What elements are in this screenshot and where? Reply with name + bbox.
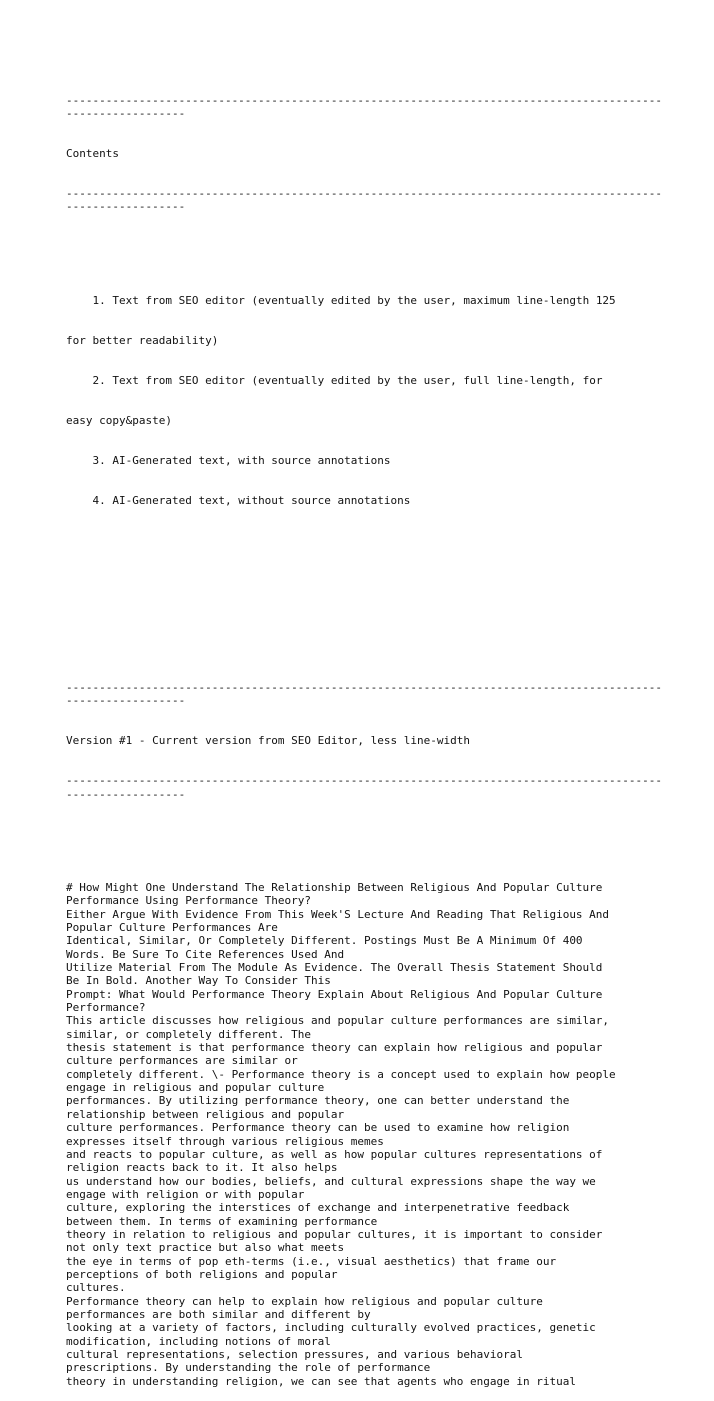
blank-line (66, 627, 666, 640)
body-text-line: Utilize Material From The Module As Evidence. The Overall Thesis Statement Should (66, 961, 603, 975)
body-text-line: Performance? (66, 1001, 146, 1015)
contents-item: 4. AI-Generated text, without source annotations (66, 494, 411, 507)
body-text-line: cultural representations, selection pressures, and various behavioral (66, 1348, 523, 1361)
body-text-line: and reacts to popular culture, as well as how popular cultures representations of (66, 1147, 603, 1161)
divider-line: ------------------------------------------------------------------------------------------------------------ (66, 93, 663, 121)
body-text-line: Be In Bold. Another Way To Consider This (66, 974, 331, 988)
divider-line: ------------------------------------------------------------------------------------------------------------ (66, 680, 663, 708)
body-text-line: modification, including notions of moral (66, 1334, 331, 1348)
contents-item: for better readability) (66, 333, 219, 347)
body-text-line: Prompt: What Would Performance Theory Explain About Religious And Popular Culture (66, 987, 603, 1001)
body-text-line: culture performances. Performance theory can be used to examine how religion (66, 1121, 570, 1135)
body-text-line: not only text practice but also what meets (66, 1241, 345, 1255)
body-text-line: relationship between religious and popular (66, 1107, 345, 1121)
body-text-line: Performance Using Performance Theory? (66, 894, 312, 908)
body-text-line: perceptions of both religions and popular (66, 1267, 338, 1281)
divider-line: ------------------------------------------------------------------------------------------------------------ (66, 774, 663, 801)
document-page (66, 67, 666, 1401)
body-text-line: us understand how our bodies, beliefs, and cultural expressions shape the way we (66, 1174, 596, 1188)
body-text-line: engage in religious and popular culture (66, 1081, 325, 1095)
contents-item: 1. Text from SEO editor (eventually edited by the user, maximum line-length 125 (66, 293, 616, 307)
body-text-line: Words. Be Sure To Cite References Used And (66, 947, 345, 961)
body-text-line: religion reacts back to it. It also helps (66, 1161, 338, 1175)
contents-item: easy copy&paste) (66, 413, 172, 427)
body-text-line: This article discusses how religious and popular culture performances are similar, (66, 1014, 610, 1028)
body-text (66, 881, 666, 1388)
body-text-line: prescriptions. By understanding the role of performance (66, 1361, 431, 1375)
body-text-line: engage with religion or with popular (66, 1187, 305, 1201)
body-text-line: culture performances are similar or (66, 1054, 298, 1068)
body-text-line: # How Might One Understand The Relationship Between Religious And Popular Culture (66, 880, 603, 894)
body-text-line: between them. In terms of examining performance (66, 1214, 378, 1228)
body-text-line: the eye in terms of pop eth-terms (i.e., visual aesthetics) that frame our (66, 1254, 557, 1268)
blank-line (66, 587, 666, 600)
divider-line: ------------------------------------------------------------------------------------------------------------ (66, 187, 663, 214)
blank-line (66, 547, 666, 560)
body-text-line: similar, or completely different. The (66, 1027, 312, 1041)
blank-line (66, 828, 666, 841)
body-text-line: looking at a variety of factors, including culturally evolved practices, genetic (66, 1321, 596, 1335)
body-text-line: culture, exploring the interstices of exchange and interpenetrative feedback (66, 1201, 570, 1215)
body-text-line: theory in understanding religion, we can see that agents who engage in ritual (66, 1374, 576, 1388)
body-text-line: Either Argue With Evidence From This Week'S Lecture And Reading That Religious And (66, 907, 610, 921)
body-text-line: performances are both similar and different by (66, 1307, 371, 1321)
body-text-line: theory in relation to religious and popular cultures, it is important to consider (66, 1227, 603, 1241)
body-text-line: performances. By utilizing performance theory, one can better understand the (66, 1094, 570, 1108)
body-text-line: cultures. (66, 1281, 126, 1295)
body-text-line: Popular Culture Performances Are (66, 921, 278, 934)
version-heading: Version #1 - Current version from SEO Editor, less line-width (66, 734, 470, 748)
body-text-line: expresses itself through various religious memes (66, 1134, 384, 1148)
contents-item: 3. AI-Generated text, with source annotations (66, 453, 391, 467)
body-text-line: Identical, Similar, Or Completely Different. Postings Must Be A Minimum Of 400 (66, 934, 583, 948)
blank-line (66, 240, 666, 253)
body-text-line: completely different. \- Performance theory is a concept used to explain how people (66, 1067, 616, 1081)
body-text-line: thesis statement is that performance theory can explain how religious and popular (66, 1041, 603, 1055)
contents-heading: Contents (66, 147, 119, 161)
contents-item: 2. Text from SEO editor (eventually edited by the user, full line-length, for (66, 373, 603, 387)
body-text-line: Performance theory can help to explain how religious and popular culture (66, 1294, 543, 1308)
